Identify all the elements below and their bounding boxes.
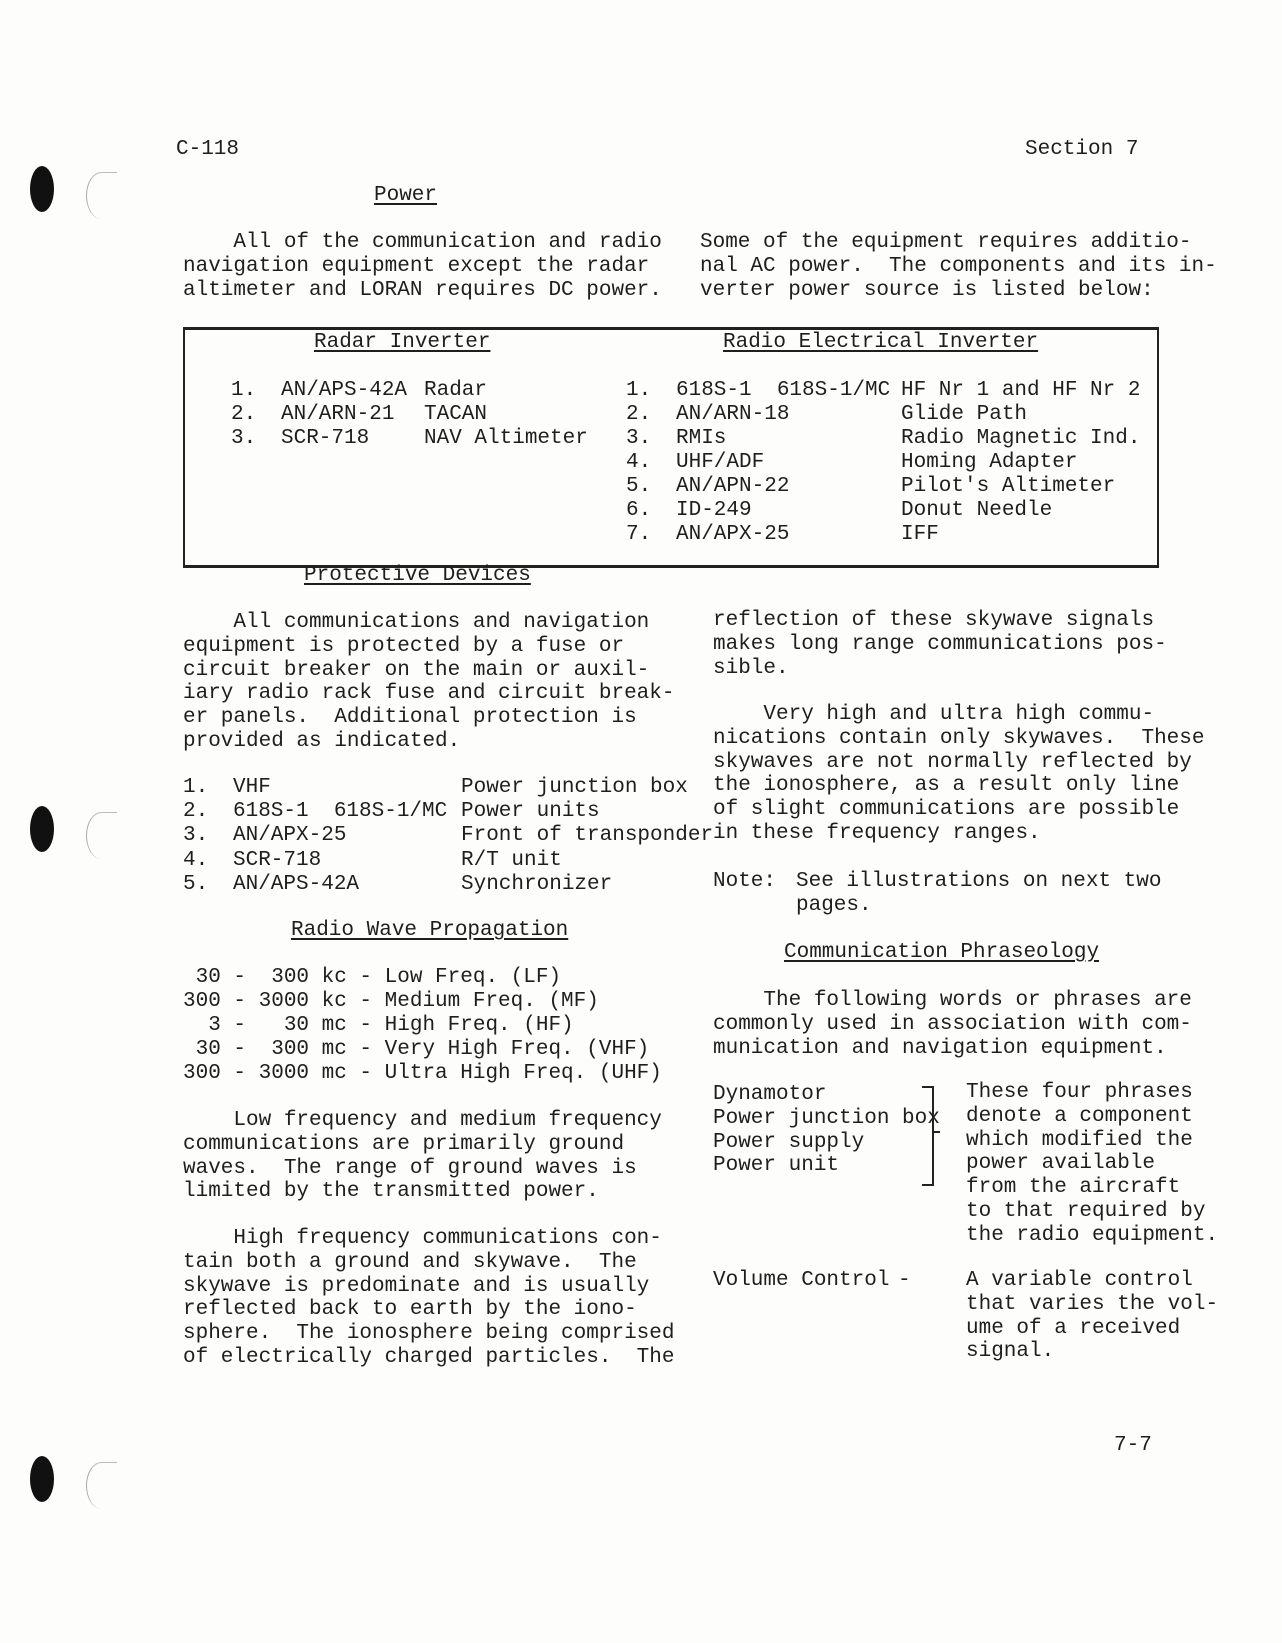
list-item-number: 1. bbox=[231, 379, 257, 402]
frequency-band: 300 - 3000 kc - Medium Freq. (MF) bbox=[183, 990, 599, 1013]
list-item-desc: Power units bbox=[461, 800, 600, 824]
list-item-number: 2. bbox=[626, 403, 652, 426]
power-title: Power bbox=[374, 184, 438, 207]
list-item-desc: TACAN bbox=[424, 403, 488, 426]
note-text: See illustrations on next two pages. bbox=[796, 870, 1162, 917]
list-item-number: 1. bbox=[183, 776, 209, 799]
doc-number: C-118 bbox=[176, 138, 240, 161]
list-item-desc: Glide Path bbox=[901, 403, 1028, 426]
radio-inverter-title: Radio Electrical Inverter bbox=[723, 331, 1039, 354]
volume-control-definition: A variable control that varies the vol- ume of a received signal. bbox=[966, 1269, 1219, 1364]
list-item-code: AN/APN-22 bbox=[676, 475, 790, 498]
list-item-code: RMIs bbox=[676, 427, 727, 450]
list-item-desc: Radio Magnetic Ind. bbox=[901, 427, 1141, 450]
power-right-para: Some of the equipment requires additio- nal AC power. The components and its in- verter power source is listed below: bbox=[700, 231, 1217, 302]
list-item-number: 2. bbox=[231, 403, 257, 426]
list-item-desc: IFF bbox=[901, 523, 939, 546]
phraseology-title: Communication Phraseology bbox=[784, 941, 1100, 964]
vhf-uhf-para: Very high and ultra high commu- nications contain only skywaves. These skywaves are not normally reflected by the ionosphere, as a result only line of slight communications are possible in these frequency ranges. bbox=[713, 703, 1205, 845]
bracket-tick bbox=[932, 1131, 940, 1133]
frequency-band: 300 - 3000 mc - Ultra High Freq. (UHF) bbox=[183, 1062, 662, 1085]
list-item-code: SCR-718 bbox=[281, 427, 370, 450]
note-label: Note: bbox=[713, 870, 777, 893]
list-item-code: AN/APS-42A bbox=[281, 379, 408, 402]
reflection-para: reflection of these skywave signals makes long range communications pos- sible. bbox=[713, 609, 1167, 680]
power-left-para: All of the communication and radio navigation equipment except the radar altimeter and LORAN requires DC power. bbox=[183, 231, 662, 302]
list-item-code: AN/APX-25 bbox=[233, 824, 347, 848]
punch-hole bbox=[30, 806, 54, 852]
list-item-code: UHF/ADF bbox=[676, 451, 765, 474]
frequency-band: 30 - 300 kc - Low Freq. (LF) bbox=[183, 966, 562, 989]
phraseology-para: The following words or phrases are commonly used in association with com- munication and navigation equipment. bbox=[713, 989, 1192, 1060]
list-item-desc: Radar bbox=[424, 379, 488, 402]
list-item-code: AN/APS-42A bbox=[233, 872, 360, 896]
list-item-number: 3. bbox=[231, 427, 257, 450]
list-item-code: 618S-1 618S-1/MC bbox=[233, 800, 448, 824]
low-frequency-para: Low frequency and medium frequency communications are primarily ground waves. The range of ground waves is limited by the transmitted power. bbox=[183, 1109, 662, 1204]
list-item-desc: Synchronizer bbox=[461, 872, 613, 896]
list-item-desc: R/T unit bbox=[461, 848, 562, 872]
list-item-desc: Homing Adapter bbox=[901, 451, 1078, 474]
list-item-desc: Donut Needle bbox=[901, 499, 1053, 522]
phrase-group-terms: Dynamotor Power junction box Power supply Power unit bbox=[713, 1083, 940, 1178]
frequency-band: 30 - 300 mc - Very High Freq. (VHF) bbox=[183, 1038, 650, 1061]
list-item-number: 4. bbox=[626, 451, 652, 474]
list-item-number: 2. bbox=[183, 800, 209, 824]
volume-control-dash: - bbox=[898, 1269, 911, 1292]
list-item-number: 5. bbox=[183, 872, 209, 896]
list-item-desc: Pilot's Altimeter bbox=[901, 475, 1116, 498]
list-item-code: SCR-718 bbox=[233, 848, 322, 872]
high-frequency-para: High frequency communications con- tain both a ground and skywave. The skywave is predominate and is usually reflected back to earth by the iono- sphere. The ionosphere being comprised of electrically charged particles. The bbox=[183, 1227, 675, 1369]
page-number: 7-7 bbox=[1114, 1434, 1152, 1457]
list-item-number: 6. bbox=[626, 499, 652, 522]
list-item-code: AN/APX-25 bbox=[676, 523, 790, 546]
list-item-desc: NAV Altimeter bbox=[424, 427, 588, 450]
list-item-code: AN/ARN-21 bbox=[281, 403, 395, 426]
section-label: Section 7 bbox=[1025, 138, 1139, 161]
list-item-code: VHF bbox=[233, 776, 271, 799]
list-item-code: 618S-1 618S-1/MC bbox=[676, 379, 891, 402]
punch-hole-shadow bbox=[86, 1462, 117, 1509]
list-item-number: 5. bbox=[626, 475, 652, 498]
punch-hole bbox=[30, 1456, 54, 1502]
punch-hole bbox=[30, 166, 54, 212]
list-item-code: AN/ARN-18 bbox=[676, 403, 790, 426]
punch-hole-shadow bbox=[86, 812, 117, 859]
punch-hole-shadow bbox=[86, 172, 117, 219]
volume-control-term: Volume Control bbox=[713, 1269, 890, 1292]
phrase-group-definition: These four phrases denote a component which modified the power available from the aircraft to that required by the radio equipment. bbox=[966, 1081, 1219, 1247]
list-item-number: 3. bbox=[626, 427, 652, 450]
list-item-number: 3. bbox=[183, 824, 209, 848]
list-item-code: ID-249 bbox=[676, 499, 752, 522]
propagation-title: Radio Wave Propagation bbox=[291, 919, 569, 942]
list-item-number: 1. bbox=[626, 379, 652, 402]
list-item-number: 7. bbox=[626, 523, 652, 546]
list-item-desc: Front of transponder bbox=[461, 824, 714, 848]
protective-para: All communications and navigation equipment is protected by a fuse or circuit breaker on the main or auxil- iary radio rack fuse and circuit break- er panels. Additional protection is provided as indicated. bbox=[183, 611, 675, 753]
frequency-band: 3 - 30 mc - High Freq. (HF) bbox=[183, 1014, 574, 1037]
list-item-desc: HF Nr 1 and HF Nr 2 bbox=[901, 379, 1141, 402]
bracket bbox=[922, 1086, 934, 1186]
list-item-desc: Power junction box bbox=[461, 776, 688, 799]
list-item-number: 4. bbox=[183, 848, 209, 872]
protective-devices-title: Protective Devices bbox=[304, 564, 531, 587]
radar-inverter-title: Radar Inverter bbox=[314, 331, 491, 354]
